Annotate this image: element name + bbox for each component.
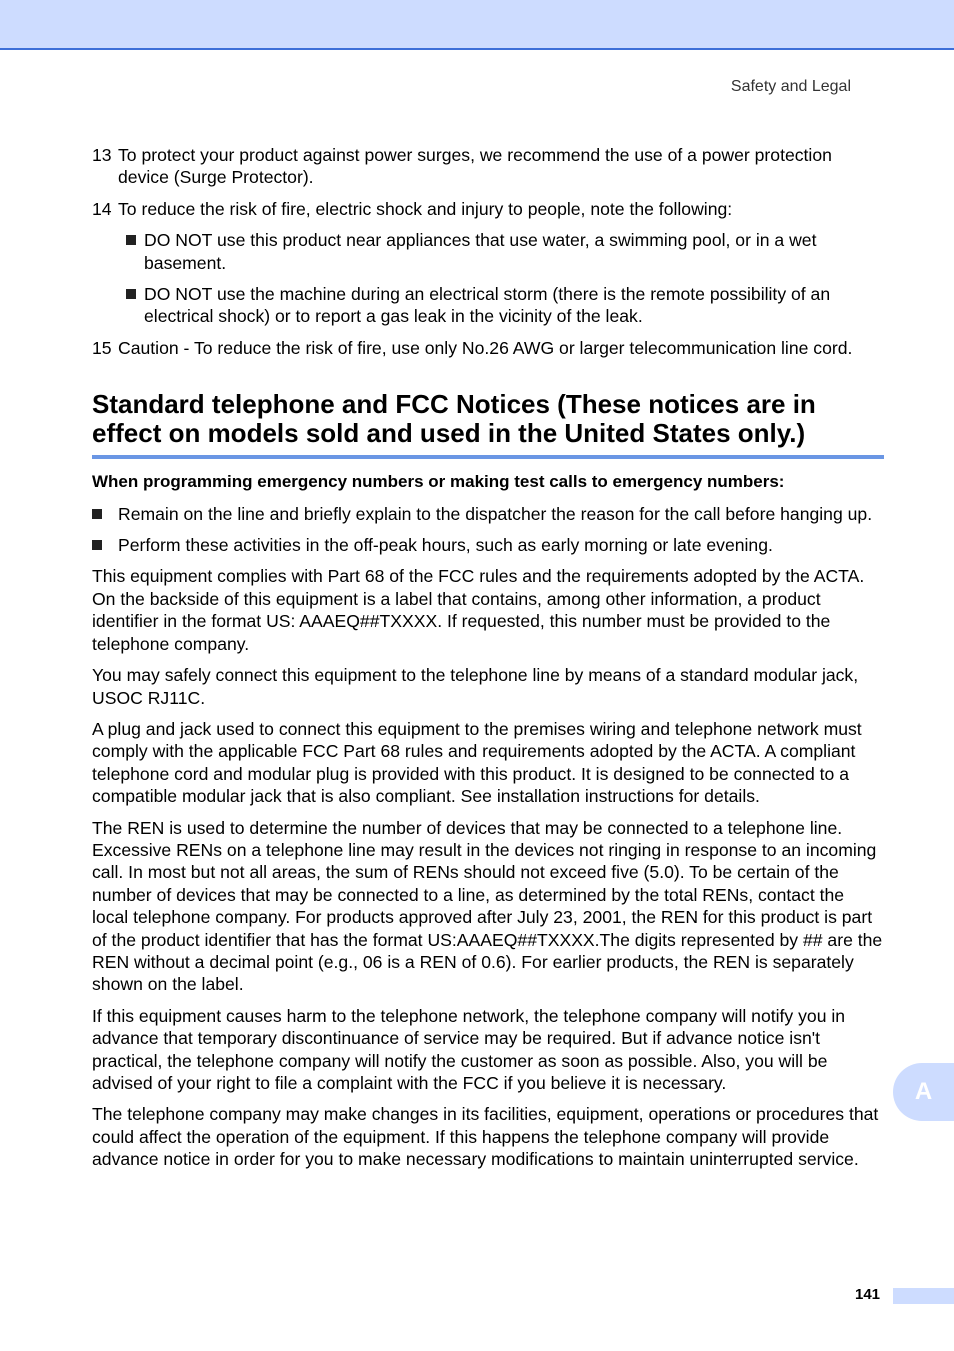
- item-number: 13: [92, 145, 112, 165]
- paragraph: A plug and jack used to connect this equipment to the premises wiring and telephone network must comply with the applicable FCC Part 68 rules and requirements adopted by the ACTA. A compliant telephone cord and modular plug is provided with this product. It is designed to be connected to a compatible modular jack that is also compliant. See installation instructions for details.: [92, 718, 862, 807]
- page-number-band: [893, 1288, 954, 1304]
- bullet-text: DO NOT use this product near appliances that use water, a swimming pool, or in a wet basement.: [144, 230, 817, 273]
- item-text: Caution - To reduce the risk of fire, use only No.26 AWG or larger telecommunication line cord.: [118, 337, 853, 358]
- sub-bullet-list: [126, 229, 884, 328]
- list-item: [92, 534, 884, 556]
- list-item: [126, 229, 884, 274]
- page-content: [92, 144, 884, 1180]
- list-item-14: [92, 198, 884, 220]
- section-heading: Standard telephone and FCC Notices (These notices are in effect on models sold and used in the United States only.): [92, 390, 884, 459]
- bullet-text: Perform these activities in the off-peak hours, such as early morning or late evening.: [118, 535, 773, 556]
- chapter-tab: [893, 1063, 954, 1121]
- square-bullet-icon: [126, 235, 136, 245]
- list-item-15: [92, 337, 884, 359]
- square-bullet-icon: [126, 289, 136, 299]
- paragraph: You may safely connect this equipment to the telephone line by means of a standard modular jack, USOC RJ11C.: [92, 665, 859, 708]
- running-head: Safety and Legal: [730, 78, 851, 95]
- bullet-text: DO NOT use the machine during an electrical storm (there is the remote possibility of an electrical shock) or to report a gas leak in the vicinity of the leak.: [144, 284, 831, 327]
- item-number: 14: [92, 198, 112, 219]
- list-item: [92, 503, 884, 525]
- list-item-13: [92, 144, 884, 189]
- emergency-bullet-list: [92, 503, 884, 557]
- square-bullet-icon: [92, 540, 102, 550]
- paragraph: This equipment complies with Part 68 of the FCC rules and the requirements adopted by the ACTA. On the backside of this equipment is a label that contains, among other information, a product identifier in the format US: AAAEQ##TXXXX. If requested, this number must be provided to the telephone company.: [92, 566, 865, 654]
- item-text: To protect your product against power surges, we recommend the use of a power protection device (Surge Protector).: [118, 145, 832, 188]
- chapter-letter: A: [914, 1078, 933, 1105]
- list-item: [126, 283, 884, 328]
- item-text: To reduce the risk of fire, electric shock and injury to people, note the following:: [118, 198, 733, 219]
- page-number: 141: [855, 1286, 881, 1303]
- item-number: 15: [92, 337, 112, 358]
- square-bullet-icon: [92, 509, 102, 519]
- paragraph: The REN is used to determine the number of devices that may be connected to a telephone line. Excessive RENs on a telephone line may result in the devices not ringing in response to an incoming call. In most but not all areas, the sum of RENs should not exceed five (5.0). To be certain of the number of devices that may be connected to a line, as determined by the total RENs, contact the local telephone company. For products approved after July 23, 2001, the REN for this product is part of the product identifier that has the format US:AAAEQ##TXXXX.The digits represented by ## are the REN without a decimal point (e.g., 06 is a REN of 0.6). For earlier products, the REN is separately shown on the label.: [92, 817, 883, 995]
- paragraph: If this equipment causes harm to the telephone network, the telephone company will notify you in advance that temporary discontinuance of service may be required. But if advance notice isn't practical, the telephone company will notify the customer as soon as possible. Also, you will be advised of your right to file a complaint with the FCC if you believe it is necessary.: [92, 1005, 846, 1093]
- subheading: When programming emergency numbers or making test calls to emergency numbers:: [92, 472, 785, 492]
- header-band: [0, 0, 954, 50]
- bullet-text: Remain on the line and briefly explain to the dispatcher the reason for the call before hanging up.: [118, 503, 873, 524]
- paragraph: The telephone company may make changes in its facilities, equipment, operations or procedures that could affect the operation of the equipment. If this happens the telephone company will provide advance notice in order for you to make necessary modifications to maintain uninterrupted service.: [92, 1104, 879, 1170]
